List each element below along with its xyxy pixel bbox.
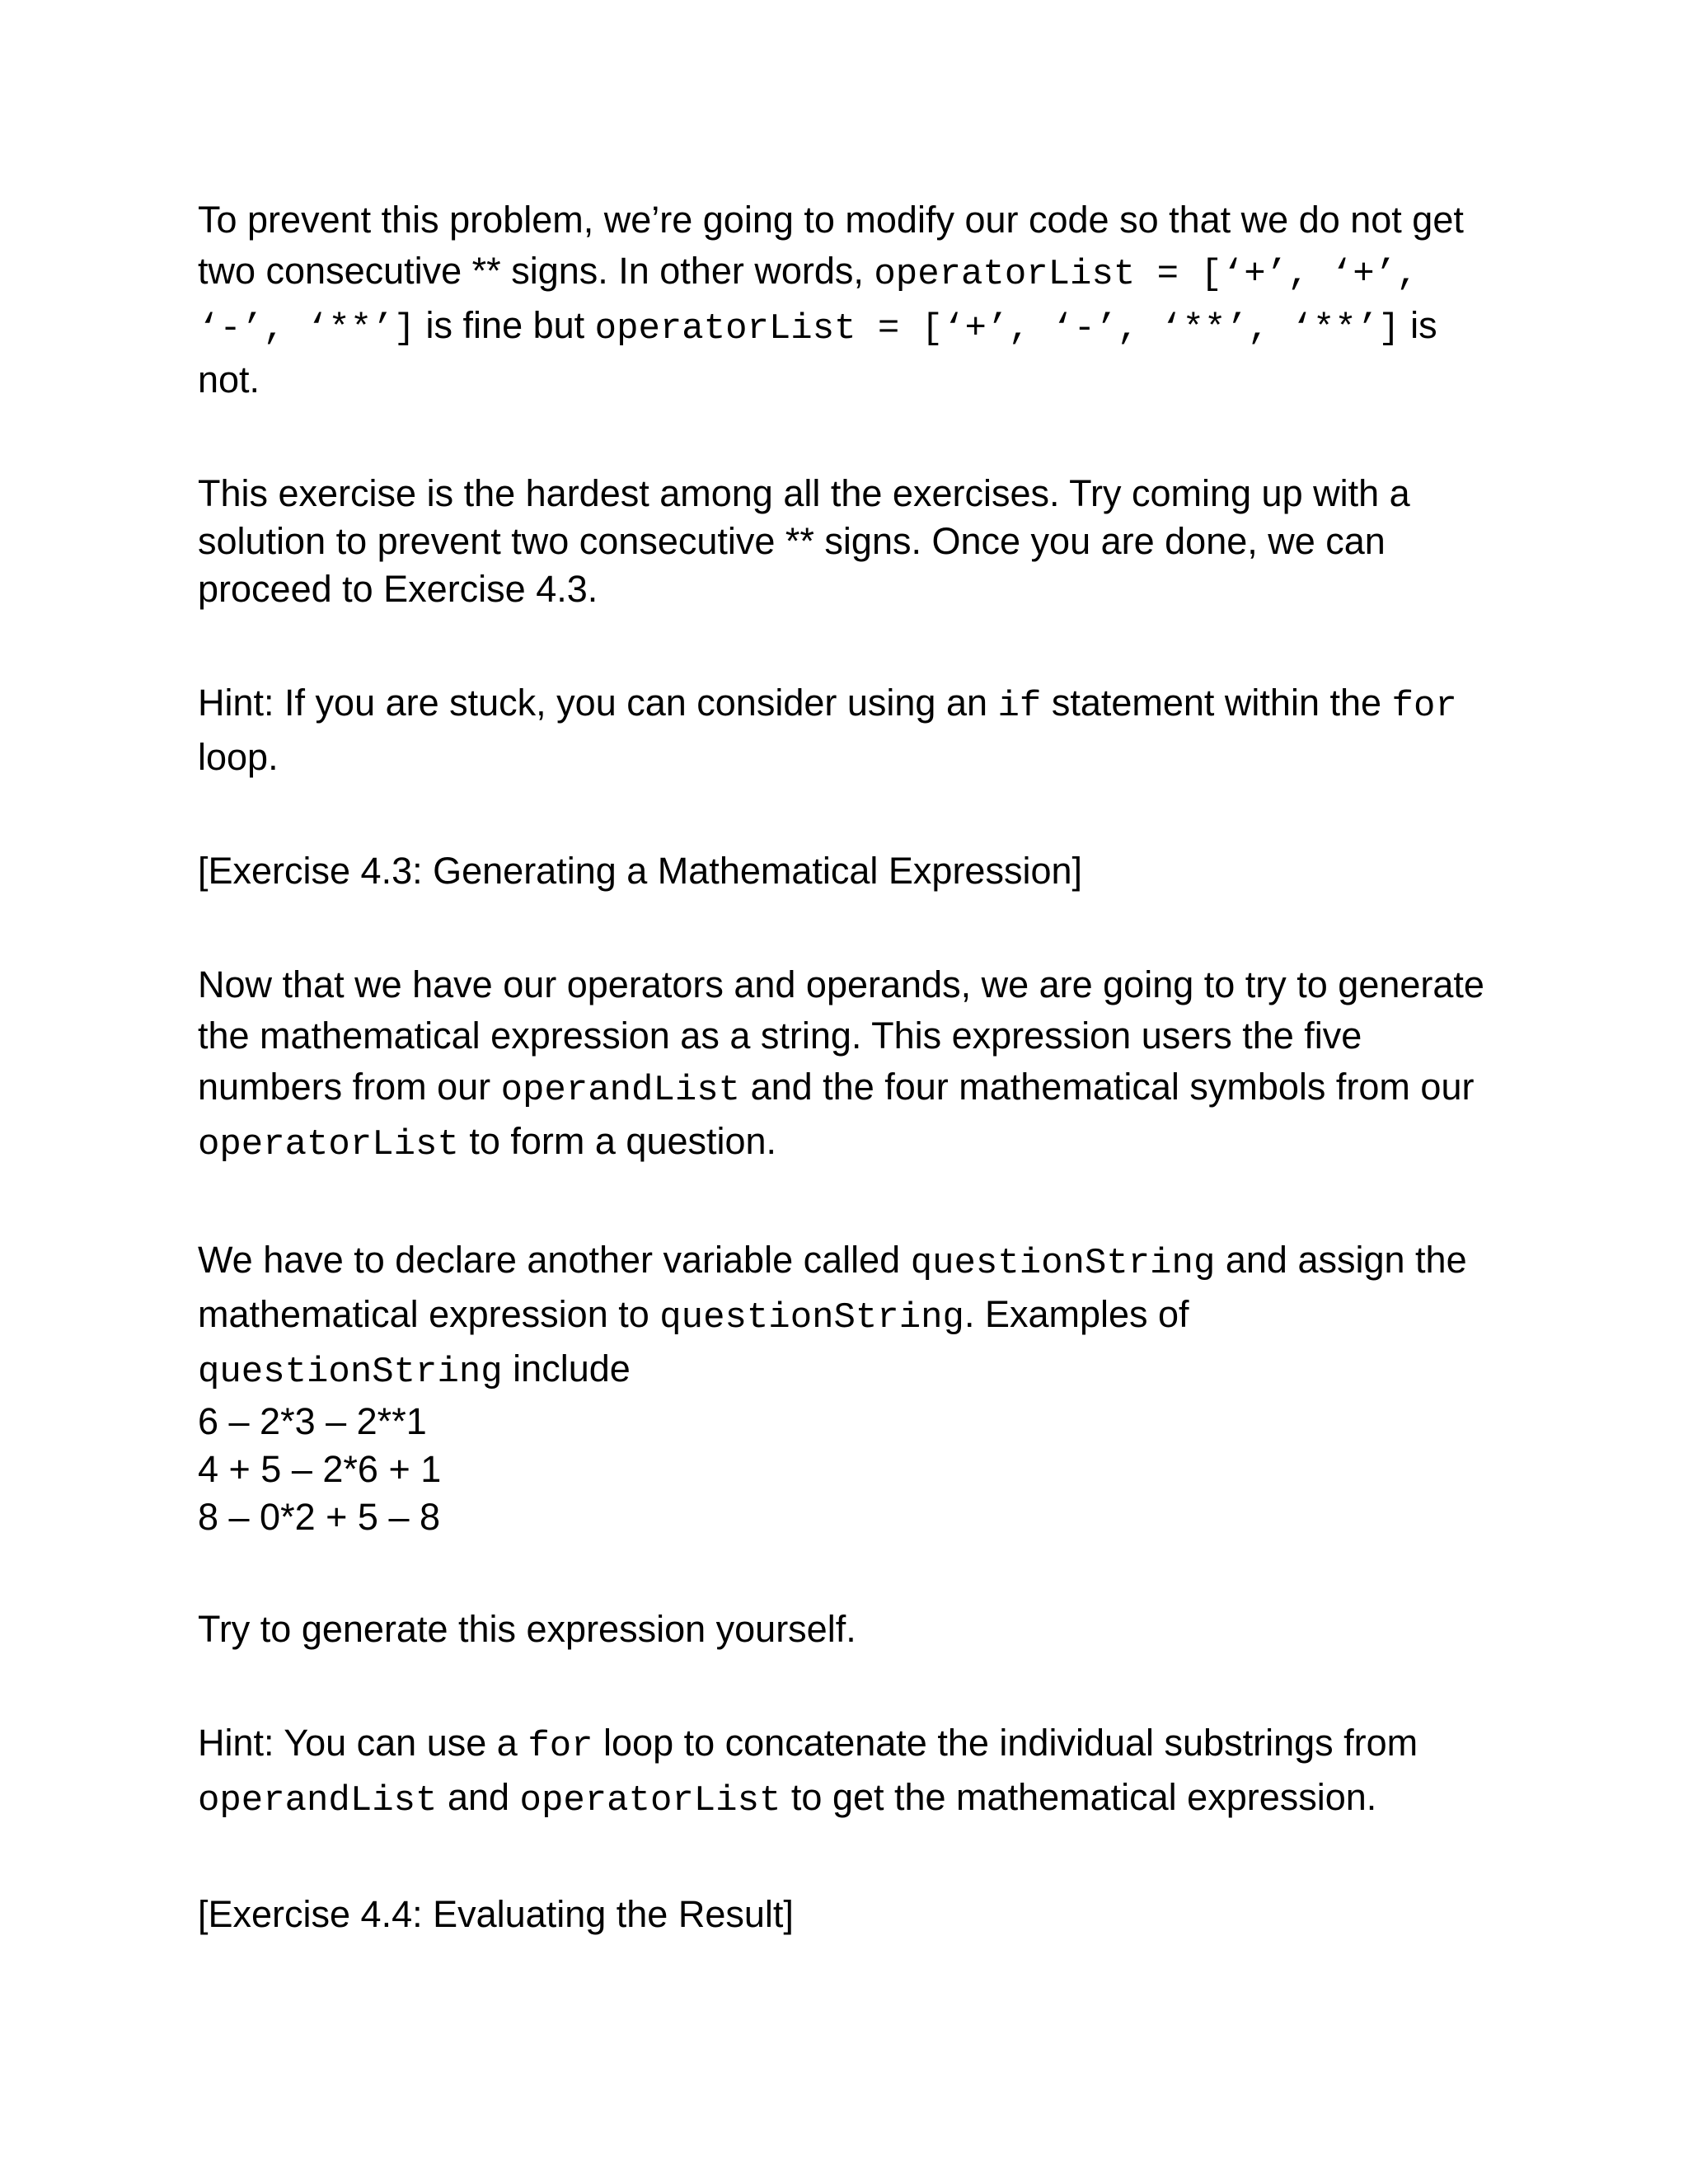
question-string-description: [198, 1235, 1492, 1398]
paragraph-operators-operands: [198, 959, 1492, 1170]
text: and the four mathematical symbols from our: [740, 1066, 1475, 1108]
code-operator-list: operatorList: [198, 1124, 459, 1165]
example-expression: 4 + 5 – 2*6 + 1: [198, 1448, 442, 1490]
code-question-string: questionString: [910, 1243, 1216, 1284]
paragraph-consecutive-operators: [198, 194, 1492, 405]
code-question-string: questionString: [659, 1297, 964, 1338]
code-for: for: [1391, 686, 1457, 727]
heading-exercise-4-3: [Exercise 4.3: Generating a Mathematical Expression]: [198, 850, 1083, 892]
code-operator-list-invalid: operatorList = [‘+’, ‘-’, ‘**’, ‘**’]: [594, 308, 1400, 349]
text: include: [502, 1347, 631, 1390]
paragraph-try-generate: Try to generate this expression yourself.: [198, 1608, 856, 1650]
code-if: if: [997, 686, 1042, 727]
text: loop.: [198, 736, 279, 778]
text: To prevent this problem, we’re going to modify our code so that we do not get two consecutive ** signs. In other words,: [198, 199, 1464, 292]
code-for: for: [528, 1726, 593, 1767]
text: to get the mathematical expression.: [781, 1776, 1377, 1818]
text: Hint: If you are stuck, you can consider using an: [198, 682, 998, 724]
text: loop to concatenate the individual substrings from: [593, 1722, 1418, 1764]
text: statement within the: [1041, 682, 1392, 724]
heading-exercise-4-4: [Exercise 4.4: Evaluating the Result]: [198, 1893, 794, 1935]
text: is not.: [198, 304, 1437, 401]
code-operator-list: operatorList: [519, 1780, 781, 1821]
code-operand-list: operandList: [198, 1780, 438, 1821]
paragraph-hardest-exercise: This exercise is the hardest among all the exercises. Try coming up with a solution to prevent two consecutive ** signs. Once you are done, we can proceed to Exercise 4.3.: [198, 472, 1410, 610]
paragraph-hint-for-loop: [198, 1718, 1492, 1826]
paragraph-question-string: [198, 1235, 1492, 1541]
code-operand-list: operandList: [500, 1070, 741, 1111]
example-expressions: [198, 1398, 1492, 1541]
text: . Examples of: [964, 1293, 1189, 1335]
text: and: [437, 1776, 520, 1818]
text: Now that we have our operators and operands, we are going to try to generate the mathematical expression as a string. This expression users the five numbers from our: [198, 963, 1484, 1108]
text: and assign the mathematical expression to: [198, 1239, 1467, 1335]
code-operator-list-valid: operatorList = [‘+’, ‘+’, ‘-’, ‘**’]: [198, 254, 1418, 349]
text: We have to declare another variable called: [198, 1239, 911, 1281]
code-question-string: questionString: [198, 1352, 503, 1393]
document-page: [198, 194, 1492, 2003]
paragraph-hint-if-statement: [198, 677, 1492, 783]
text: is fine but: [415, 304, 595, 346]
text: to form a question.: [458, 1120, 777, 1162]
text: Hint: You can use a: [198, 1722, 528, 1764]
example-expression: 6 – 2*3 – 2**1: [198, 1400, 427, 1442]
example-expression: 8 – 0*2 + 5 – 8: [198, 1496, 440, 1538]
